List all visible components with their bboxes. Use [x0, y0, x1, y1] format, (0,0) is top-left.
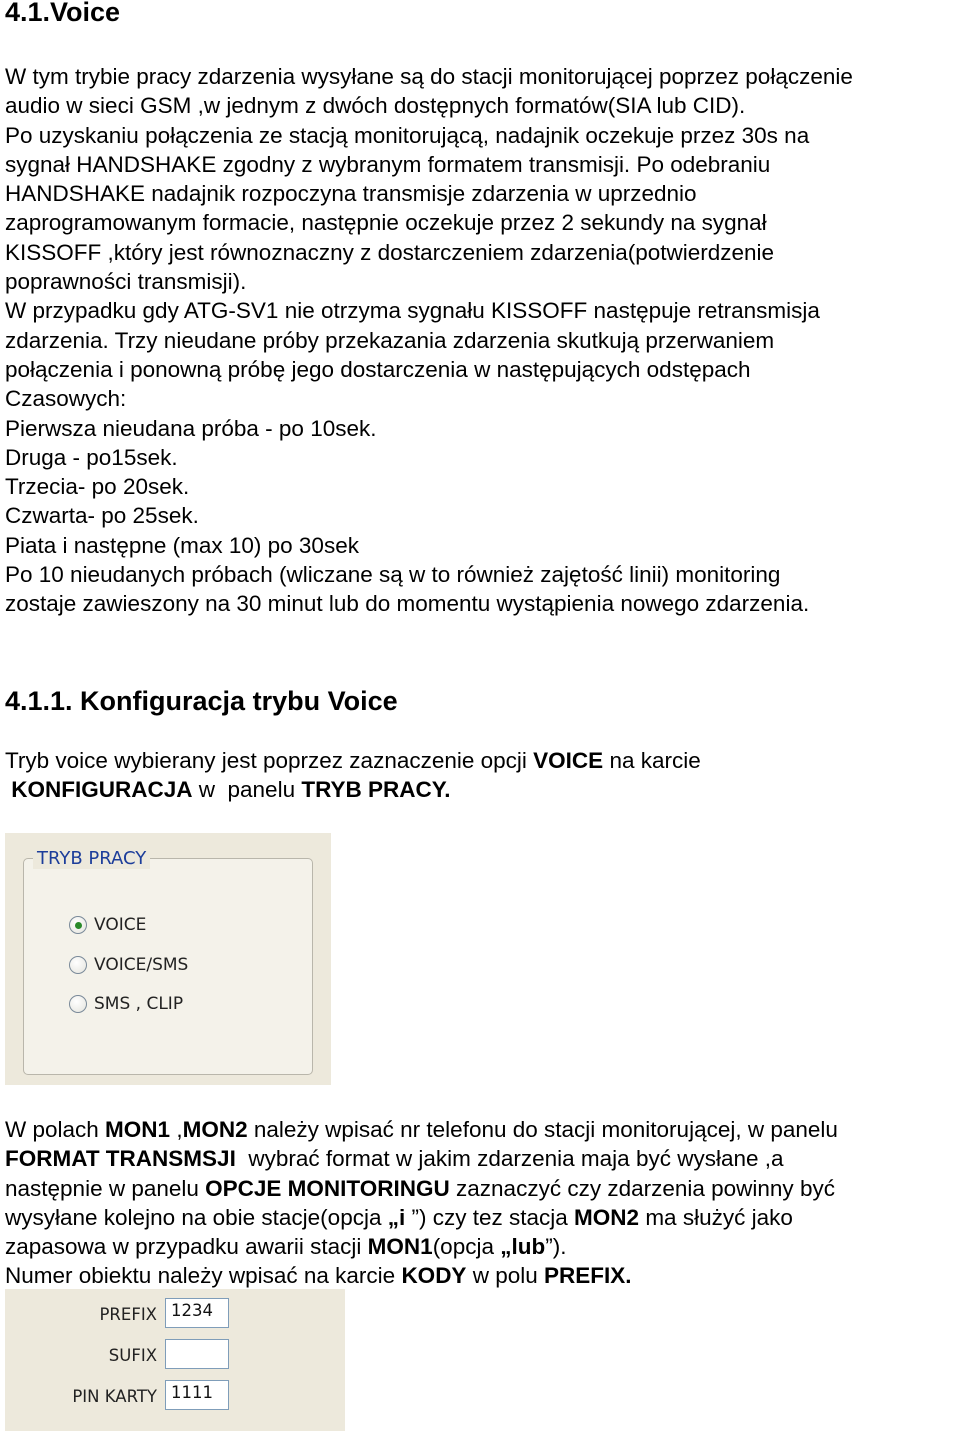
- radio-selected-icon[interactable]: [69, 916, 87, 934]
- bold-run: MON1: [105, 1117, 171, 1142]
- text-line: połączenia i ponowną próbę jego dostarczenia w następujących odstępach: [5, 356, 751, 382]
- radio-option-sms-clip[interactable]: [69, 994, 183, 1014]
- bold-run: OPCJE MONITORINGU: [205, 1175, 450, 1201]
- body-paragraph: [5, 62, 853, 619]
- text-line: sygnał HANDSHAKE zgodny z wybranym formatem transmisji. Po odebraniu: [5, 151, 771, 177]
- text-run: w panelu: [192, 777, 302, 803]
- subsection-title: 4.1.1. Konfiguracja trybu Voice: [5, 686, 398, 716]
- radio-label: VOICE: [94, 915, 147, 935]
- text-line: [5, 1174, 838, 1203]
- monitoring-paragraph: [5, 1115, 838, 1291]
- text-run: ”).: [545, 1234, 567, 1260]
- radio-option-voice-sms[interactable]: [69, 955, 188, 975]
- text-line: zostaje zawieszony na 30 minut lub do momentu wystąpienia nowego zdarzenia.: [5, 591, 810, 617]
- text-run: na karcie: [603, 748, 701, 773]
- text-run: ”) czy tez stacja: [405, 1204, 575, 1230]
- text-line: Po uzyskaniu połączenia ze stacją monitorującą, nadajnik oczekuje przez 30s na: [5, 122, 810, 148]
- bold-run: „lub: [500, 1234, 546, 1260]
- text-line: poprawności transmisji).: [5, 269, 247, 295]
- prefix-input[interactable]: 1234: [165, 1298, 229, 1328]
- text-run: W polach: [5, 1117, 106, 1142]
- sufix-label: SUFIX: [108, 1346, 157, 1365]
- intro-paragraph: [5, 746, 701, 805]
- bold-run: TRYB PRACY.: [301, 777, 451, 803]
- text-line: [5, 1144, 838, 1173]
- pin-karty-label: PIN KARTY: [72, 1387, 157, 1406]
- text-run: Tryb voice wybierany jest poprzez zaznaczenie opcji: [5, 748, 534, 773]
- text-run: ma służyć jako: [639, 1204, 793, 1230]
- groupbox-title: TRYB PRACY: [33, 848, 150, 869]
- text-run: (opcja: [432, 1234, 501, 1260]
- text-line: Trzecia- po 20sek.: [5, 474, 190, 500]
- kody-panel: [5, 1289, 345, 1431]
- text-run: ,: [170, 1117, 183, 1142]
- text-run: następnie w panelu: [5, 1175, 206, 1201]
- bold-run: KONFIGURACJA: [5, 777, 193, 803]
- text-line: Druga - po15sek.: [5, 444, 178, 470]
- pin-karty-input[interactable]: 1111: [165, 1380, 229, 1410]
- text-run: wybrać format w jakim zdarzenia maja być wysłane ,a: [235, 1146, 784, 1172]
- text-line: Po 10 nieudanych próbach (wliczane są w to również zajętość linii) monitoring: [5, 562, 781, 588]
- radio-option-voice[interactable]: [69, 915, 146, 935]
- tryb-pracy-groupbox: [23, 848, 313, 1075]
- text-line: [5, 746, 701, 775]
- text-run: zapasowa w przypadku awarii stacji: [5, 1234, 368, 1260]
- radio-label: SMS , CLIP: [94, 994, 184, 1014]
- radio-unselected-icon[interactable]: [69, 956, 87, 974]
- text-run: zaznaczyć czy zdarzenia powinny być: [449, 1175, 835, 1201]
- text-line: [5, 1261, 838, 1290]
- text-line: [5, 775, 701, 804]
- text-line: audio w sieci GSM ,w jednym z dwóch dostępnych formatów(SIA lub CID).: [5, 93, 746, 119]
- bold-run: MON2: [182, 1117, 248, 1142]
- radio-unselected-icon[interactable]: [69, 995, 87, 1013]
- text-line: [5, 1232, 838, 1261]
- text-line: W przypadku gdy ATG-SV1 nie otrzyma sygnału KISSOFF następuje retransmisja: [5, 298, 820, 324]
- text-run: Numer obiektu należy wpisać na karcie: [5, 1263, 402, 1289]
- tryb-pracy-panel: [5, 833, 331, 1085]
- text-line: zaprogramowanym formacie, następnie oczekuje przez 2 sekundy na sygnał: [5, 210, 767, 236]
- text-line: [5, 1203, 838, 1232]
- text-line: Czwarta- po 25sek.: [5, 503, 199, 529]
- text-run: w polu: [466, 1263, 544, 1289]
- bold-run: FORMAT TRANSMSJI: [5, 1146, 236, 1172]
- bold-run: VOICE: [533, 748, 604, 773]
- text-line: HANDSHAKE nadajnik rozpoczyna transmisje zdarzenia w uprzednio: [5, 181, 697, 207]
- text-line: Czasowych:: [5, 386, 127, 412]
- text-run: wysyłane kolejno na obie stacje(opcja: [5, 1204, 388, 1230]
- radio-label: VOICE/SMS: [94, 955, 189, 975]
- bold-run: MON1: [367, 1234, 433, 1260]
- sufix-input[interactable]: [165, 1339, 229, 1369]
- text-line: [5, 1115, 838, 1144]
- text-run: należy wpisać nr telefonu do stacji monitorującej, w panelu: [247, 1117, 838, 1142]
- bold-run: MON2: [574, 1204, 640, 1230]
- bold-run: „i: [387, 1204, 406, 1230]
- bold-run: PREFIX.: [544, 1263, 632, 1289]
- bold-run: KODY: [401, 1263, 467, 1289]
- text-line: Pierwsza nieudana próba - po 10sek.: [5, 415, 377, 441]
- text-line: zdarzenia. Trzy nieudane próby przekazania zdarzenia skutkują przerwaniem: [5, 327, 775, 353]
- prefix-label: PREFIX: [99, 1305, 157, 1324]
- text-line: W tym trybie pracy zdarzenia wysyłane są do stacji monitorującej poprzez połączenie: [5, 64, 853, 89]
- section-title: 4.1.Voice: [5, 0, 121, 27]
- text-line: KISSOFF ,który jest równoznaczny z dostarczeniem zdarzenia(potwierdzenie: [5, 239, 775, 265]
- text-line: Piata i następne (max 10) po 30sek: [5, 532, 359, 558]
